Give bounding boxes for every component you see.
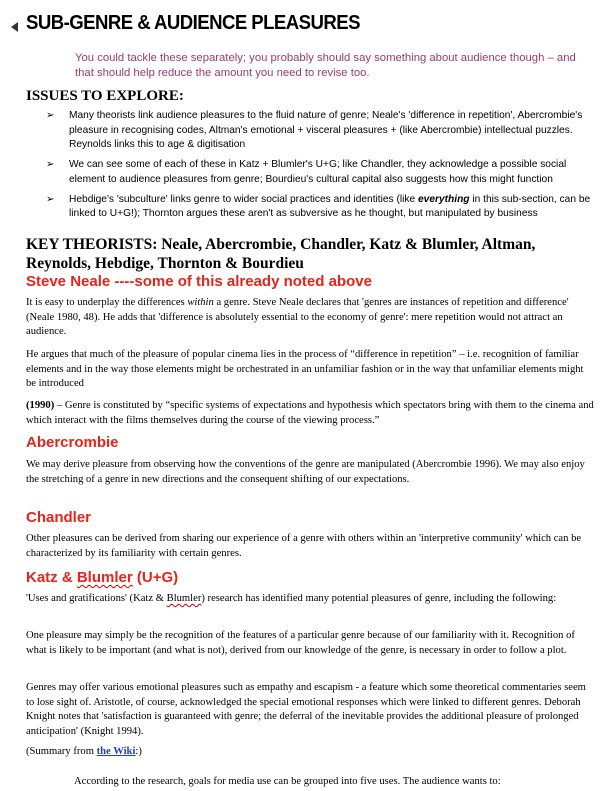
text-run: ) research has identified many potential pleasures of genre, including the following: (201, 593, 557, 604)
text-run: – Genre is constituted by “specific systems of expectations and hypothesis which spectators bring with them to the cinema and which interact with the films themselves during the course of the viewing process.” (26, 400, 594, 426)
neale-heading: Steve Neale ----some of this already noted above (26, 273, 372, 290)
wiki-link[interactable]: the Wiki (96, 746, 136, 757)
abercrombie-heading: Abercrombie (26, 434, 119, 451)
neale-paragraph-1 (26, 296, 596, 340)
chandler-heading: Chandler (26, 509, 92, 526)
arrow-bullet-icon: ➢ (46, 159, 55, 170)
page-title: SUB-GENRE & AUDIENCE PLEASURES (26, 12, 360, 34)
list-item (46, 109, 596, 153)
katz-uses-intro: According to the research, goals for media use can be grouped into five uses. The audience wants to: (74, 776, 501, 787)
emphasis: within (187, 297, 214, 308)
chandler-paragraph: Other pleasures can be derived from sharing our experience of a genre with others within an 'interpretive community' which can be characterized by its familiarity with certain genres. (26, 533, 582, 559)
katz-heading (26, 569, 178, 586)
katz-paragraph-2: One pleasure may simply be the recognition of the features of a particular genre because of our familiarity with it. Recognition of what is likely to be important (and what is not), derived from our knowledge of the genre, is necessary in order to follow a plot. (26, 630, 575, 656)
katz-summary (26, 745, 596, 760)
arrow-bullet-icon: ➢ (46, 110, 55, 121)
katz-paragraph-3: Genres may offer various emotional pleasures such as empathy and escapism - a feature which some theoretical commentaries seem to lose sight of. Aristotle, of course, acknowledged the special emotional responses which were linked to different genres. Deborah Knight notes that 'satisfaction is guaranteed with genre; the deferral of the inevitable provides the additional pleasure of prolonged anticipation' (Knight 1994). (26, 682, 586, 737)
bullet-emphasis: everything (418, 193, 470, 205)
abercrombie-paragraph: We may derive pleasure from observing how the conventions of the genre are manipulated (Abercrombie 1996). We may also enjoy the stretching of a genre in new directions and the consequent shifting of our expectations. (26, 459, 585, 485)
text-run: It is easy to underplay the differences (26, 297, 188, 308)
text-run: (Summary from (26, 746, 97, 757)
list-item (46, 158, 596, 187)
katz-paragraph-1 (26, 592, 596, 607)
collapse-arrow-icon[interactable] (11, 22, 18, 32)
bullet-text: Many theorists link audience pleasures to the fluid nature of genre; Neale's 'difference in repetition', Abercrombie's pleasure in recognising codes, Altman's emotional + visceral pleasures + (like Abercrombie) intellectual puzzles. Reynolds links this to age & digitisation (69, 110, 583, 150)
intro-note: You could tackle these separately; you probably should say something about audience though – and that should help reduce the amount you need to revise too. (75, 52, 576, 79)
bullet-text-cont: in this sub-section, can be linked to U+G!); Thornton argues these aren't as subversive as he thought, but manipulated by business (69, 193, 591, 219)
issues-heading: ISSUES TO EXPLORE: (26, 88, 184, 104)
misspelled-word: Blumler (166, 593, 202, 604)
neale-paragraph-2: He argues that much of the pleasure of popular cinema lies in the process of “difference in repetition” – i.e. recognition of familiar elements and in the way those elements might be orchestrated in an unfamiliar fashion or in the way that unfamiliar elements might be introduced (26, 349, 584, 389)
text-run: 'Uses and gratifications' (Katz & (26, 593, 167, 604)
neale-paragraph-3 (26, 399, 596, 428)
key-theorists-heading: KEY THEORISTS: Neale, Abercrombie, Chandler, Katz & Blumler, Altman, Reynolds, Hebdige, Thornton & Bourdieu (26, 236, 536, 272)
text-run: :) (135, 746, 142, 757)
text-run: a genre. Steve Neale declares that 'genres are instances of repetition and difference' (Neale 1980, 48). He adds that 'difference is absolutely essential to the economy of genre': mere repetition would not attract an audience. (26, 297, 569, 337)
year-label: (1990) (26, 400, 55, 411)
misspelled-word: Blumler (76, 569, 133, 586)
arrow-bullet-icon: ➢ (46, 193, 55, 205)
text-run: Katz & (26, 569, 77, 586)
bullet-text: We can see some of each of these in Katz + Blumler's U+G; like Chandler, they acknowledge a possible social element to audience pleasures from genre; Bourdieu's cultural capital also suggests how this might function (69, 159, 567, 185)
issues-list (46, 109, 596, 227)
bullet-text: Hebdige's 'subculture' links genre to wider social practices and identities (like (69, 193, 418, 205)
text-run: (U+G) (132, 569, 179, 586)
list-item (46, 193, 596, 222)
